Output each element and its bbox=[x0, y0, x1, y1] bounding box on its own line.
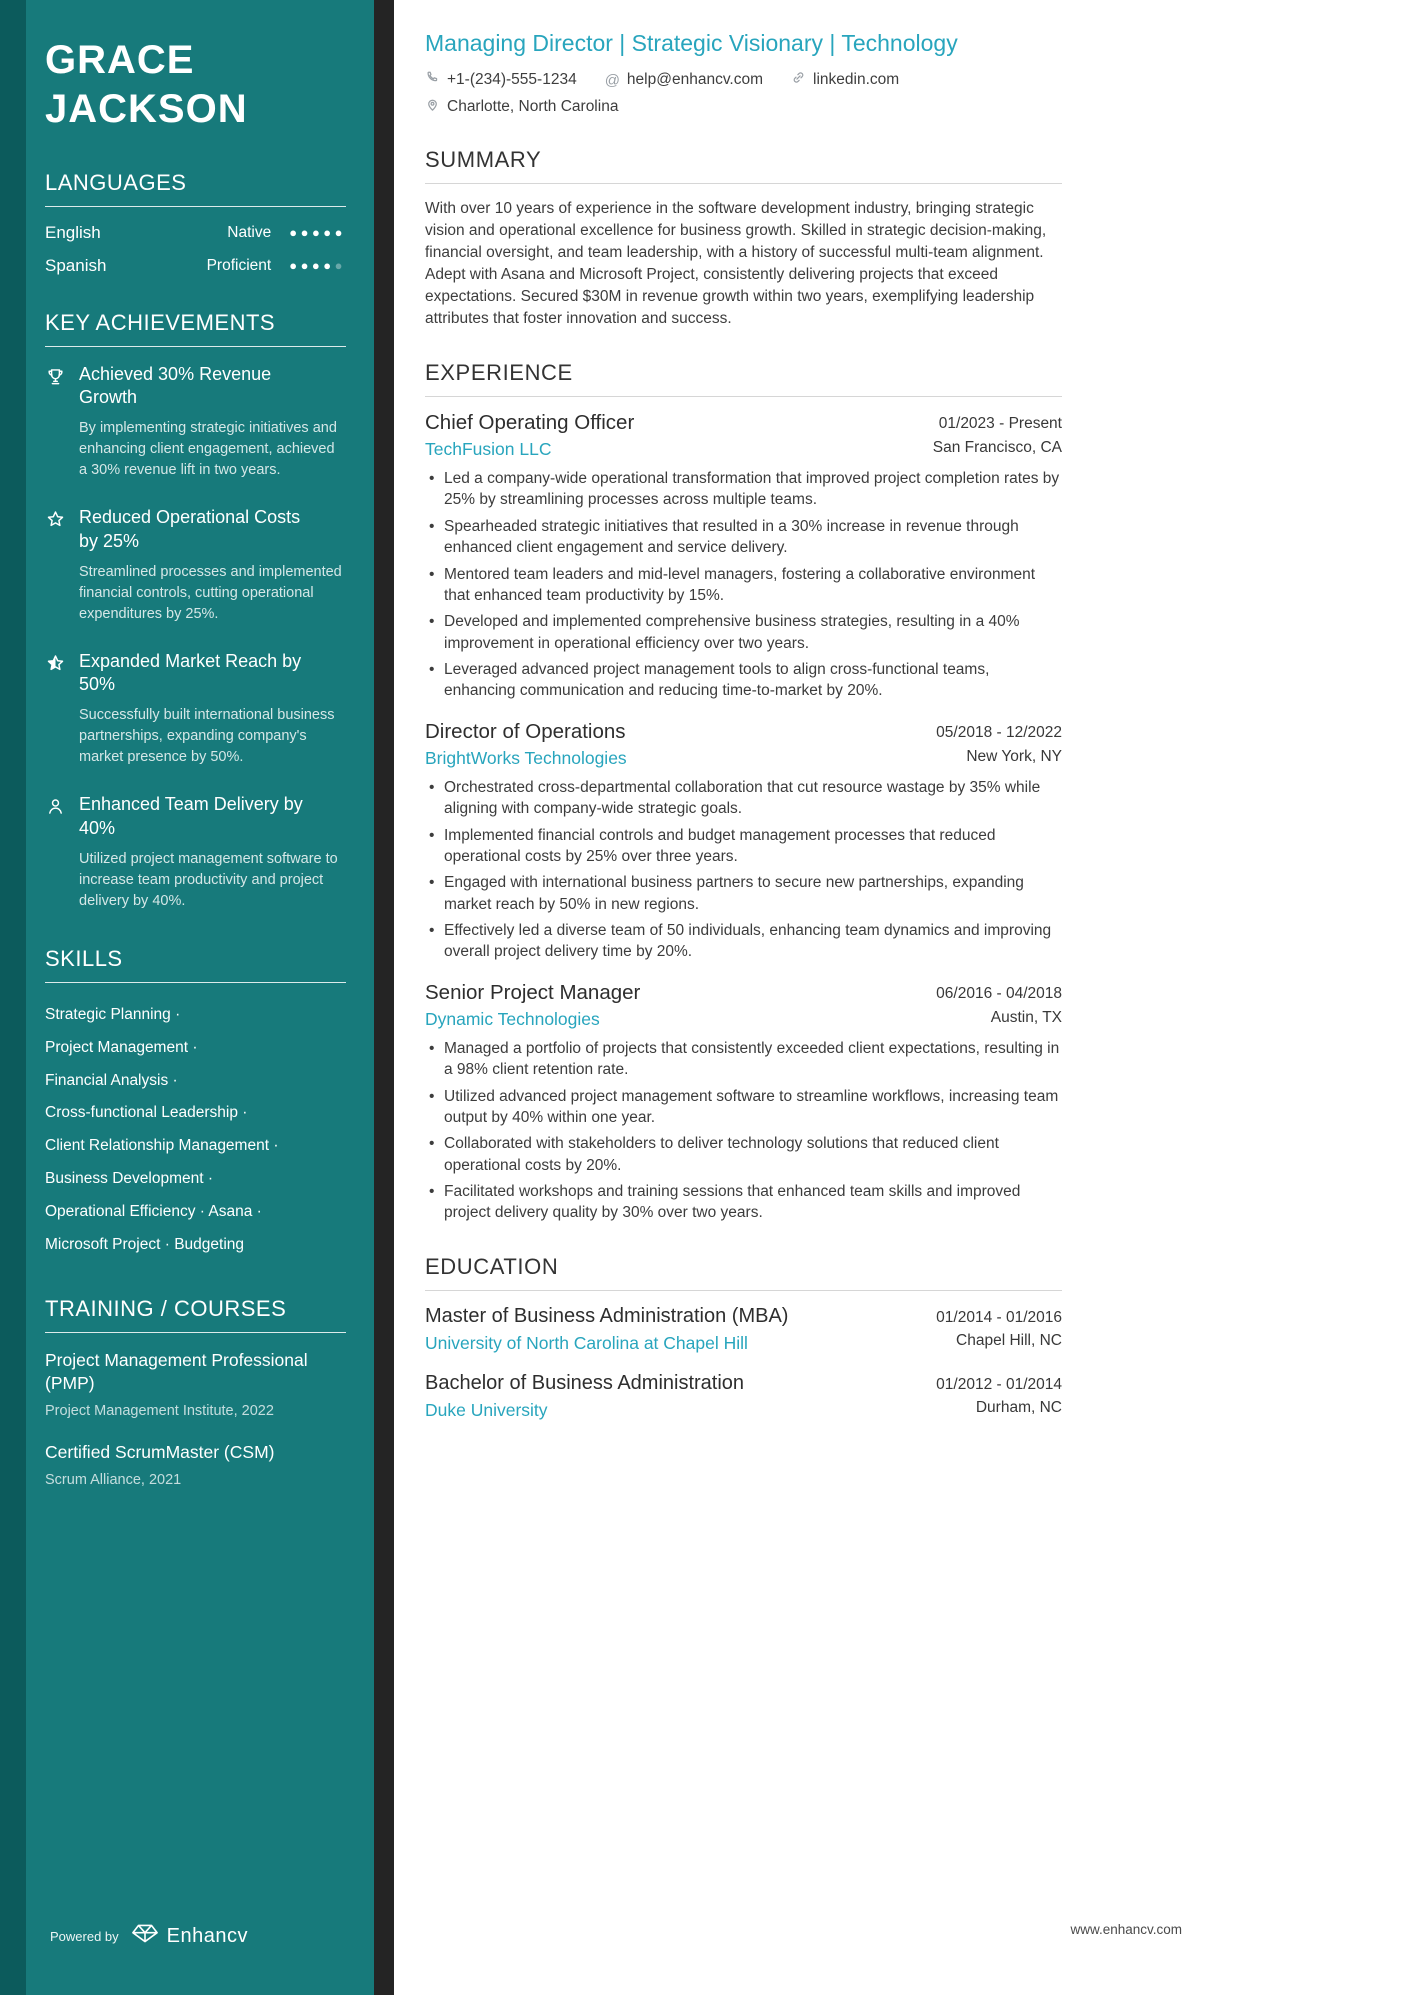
job-bullets bbox=[425, 468, 1062, 702]
skill-item: Microsoft Project · Budgeting bbox=[45, 1235, 245, 1253]
language-level: Proficient bbox=[206, 256, 272, 274]
email-contact[interactable] bbox=[605, 71, 763, 89]
person-icon bbox=[45, 793, 67, 912]
enhancv-brand-link[interactable] bbox=[131, 1923, 248, 1949]
bullet-item: • Managed a portfolio of projects that consistently exceeded client expectations, resulting in a 98% client retention rate. bbox=[425, 1038, 1062, 1081]
achievement-title: Reduced Operational Costs by 25% bbox=[79, 507, 301, 551]
degree-title: Bachelor of Business Administration bbox=[425, 1371, 745, 1394]
bullet-item: • Orchestrated cross-departmental collaboration that cut resource wastage by 35% while aligning with company-wide strategic goals. bbox=[425, 777, 1062, 820]
bullet-item: • Facilitated workshops and training sessions that enhanced team skills and improved project delivery quality by 30% over two years. bbox=[425, 1181, 1062, 1224]
phone-icon bbox=[425, 70, 440, 90]
summary-text: With over 10 years of experience in the software development industry, bringing strategic vision and operational excellence for business growth. Skilled in strategic decision-making, financial oversight, and team leadership, with a history of successful multi-team alignment. Adept with Asana and Microsoft Project, consistently delivering projects that exceed expectations. Secured $30M in revenue growth within two years, exemplifying leadership attributes that foster innovation and success. bbox=[425, 200, 1047, 327]
skill-item: Cross-functional Leadership · bbox=[45, 1104, 248, 1122]
sidebar-edge-stripe bbox=[0, 0, 26, 1995]
job-dates: 01/2023 - Present bbox=[938, 415, 1062, 432]
achievement-body bbox=[79, 793, 346, 912]
bullet-item: • Developed and implemented comprehensive business strategies, resulting in a 40% improvement in operational efficiency over two years. bbox=[425, 611, 1062, 654]
link-icon bbox=[791, 70, 806, 90]
key-achievements-heading: KEY ACHIEVEMENTS bbox=[45, 310, 346, 347]
bullet-item: • Collaborated with stakeholders to deliver technology solutions that reduced client operational costs by 20%. bbox=[425, 1133, 1062, 1176]
skill-item: Financial Analysis · bbox=[45, 1071, 178, 1089]
school-location: Chapel Hill, NC bbox=[956, 1331, 1062, 1349]
achievement-item bbox=[45, 650, 346, 769]
language-rating-dots: ●●●●● bbox=[289, 258, 346, 274]
language-level: Native bbox=[227, 223, 272, 241]
contact-row bbox=[425, 70, 1062, 90]
school-name: University of North Carolina at Chapel Hill bbox=[425, 1332, 748, 1353]
achievement-item bbox=[45, 506, 346, 625]
summary-heading: SUMMARY bbox=[425, 147, 1062, 184]
skills-list bbox=[45, 999, 346, 1262]
location-text: Charlotte, North Carolina bbox=[447, 98, 619, 115]
phone-number: +1-(234)-555-1234 bbox=[447, 71, 577, 88]
bullet-item: • Spearheaded strategic initiatives that resulted in a 30% increase in revenue through enhanced client engagement and service delivery. bbox=[425, 516, 1062, 559]
education-dates: 01/2012 - 01/2014 bbox=[936, 1375, 1062, 1393]
sidebar-footer bbox=[50, 1923, 248, 1949]
skill-item: Operational Efficiency · Asana · bbox=[45, 1202, 262, 1220]
powered-by-label: Powered by bbox=[50, 1928, 119, 1944]
school-location: Durham, NC bbox=[975, 1398, 1062, 1416]
job-dates: 06/2016 - 04/2018 bbox=[936, 984, 1062, 1002]
experience-entry bbox=[425, 720, 1062, 963]
language-name: Spanish bbox=[45, 255, 107, 275]
phone-contact[interactable] bbox=[425, 70, 577, 90]
experience-entry bbox=[425, 411, 1062, 702]
training-courses-heading: TRAINING / COURSES bbox=[45, 1296, 346, 1333]
email-icon: @ bbox=[604, 71, 620, 89]
training-courses-section bbox=[45, 1296, 346, 1488]
achievement-description: Utilized project management software to increase team productivity and project delivery by 40%. bbox=[79, 850, 338, 909]
skill-item: Project Management · bbox=[45, 1038, 198, 1056]
course-provider: Scrum Alliance, 2021 bbox=[45, 1471, 182, 1488]
education-heading: EDUCATION bbox=[425, 1254, 1062, 1291]
person-name: GRACE JACKSON bbox=[45, 38, 248, 131]
course-title: Project Management Professional (PMP) bbox=[45, 1349, 308, 1394]
enhancv-website-link[interactable]: www.enhancv.com bbox=[1070, 1922, 1182, 1937]
bullet-item: • Mentored team leaders and mid-level managers, fostering a collaborative environment that enhanced team productivity by 15%. bbox=[425, 564, 1062, 607]
language-row bbox=[45, 223, 346, 243]
job-company: BrightWorks Technologies bbox=[425, 747, 627, 768]
languages-heading: LANGUAGES bbox=[45, 170, 346, 207]
main-content bbox=[394, 0, 1410, 1995]
bullet-item: • Utilized advanced project management software to streamline workflows, increasing team output by 40% within one year. bbox=[425, 1086, 1062, 1129]
job-dates: 05/2018 - 12/2022 bbox=[936, 723, 1062, 741]
experience-heading: EXPERIENCE bbox=[425, 360, 1062, 397]
job-company: Dynamic Technologies bbox=[425, 1008, 600, 1029]
headline: Managing Director | Strategic Visionary | Technology bbox=[425, 30, 958, 56]
key-achievements-section bbox=[45, 310, 346, 912]
job-location: New York, NY bbox=[966, 747, 1062, 765]
achievement-title: Achieved 30% Revenue Growth bbox=[79, 363, 272, 408]
job-title: Senior Project Manager bbox=[425, 980, 641, 1004]
sidebar bbox=[26, 0, 374, 1995]
job-bullets bbox=[425, 777, 1062, 963]
location-contact bbox=[425, 97, 618, 117]
degree-title: Master of Business Administration (MBA) bbox=[425, 1304, 789, 1327]
sidebar-main-divider bbox=[374, 0, 394, 1995]
job-location: Austin, TX bbox=[990, 1008, 1062, 1026]
location-pin-icon bbox=[425, 97, 440, 117]
achievement-body bbox=[79, 363, 346, 482]
education-dates: 01/2014 - 01/2016 bbox=[936, 1308, 1062, 1326]
school-name: Duke University bbox=[425, 1399, 548, 1420]
course-provider: Project Management Institute, 2022 bbox=[45, 1402, 274, 1419]
job-title: Chief Operating Officer bbox=[425, 411, 635, 434]
skills-heading: SKILLS bbox=[45, 946, 346, 983]
achievement-body bbox=[79, 650, 346, 769]
bullet-item: • Leveraged advanced project management tools to align cross-functional teams, enhancing communication and reducing time-to-market by 20%. bbox=[425, 659, 1062, 702]
email-address: help@enhancv.com bbox=[626, 71, 764, 88]
contact-row bbox=[425, 97, 1062, 117]
enhancv-wordmark: Enhancv bbox=[166, 1924, 248, 1947]
bullet-item: • Effectively led a diverse team of 50 individuals, enhancing team dynamics and improving overall project delivery time by 20%. bbox=[425, 920, 1062, 963]
job-company: TechFusion LLC bbox=[425, 439, 552, 459]
language-name: English bbox=[45, 222, 101, 242]
achievement-title: Enhanced Team Delivery by 40% bbox=[79, 794, 303, 838]
education-entry bbox=[425, 1305, 1062, 1354]
skill-item: Business Development · bbox=[45, 1170, 213, 1188]
enhancv-logo-icon bbox=[131, 1923, 159, 1949]
languages-section bbox=[45, 170, 346, 276]
bullet-item: • Engaged with international business partners to secure new partnerships, expanding market reach by 50% in new regions. bbox=[425, 872, 1062, 915]
course-title: Certified ScrumMaster (CSM) bbox=[45, 1441, 275, 1462]
half-star-icon bbox=[45, 650, 67, 769]
linkedin-url: linkedin.com bbox=[813, 71, 900, 88]
achievement-description: Successfully built international business partnerships, expanding company's market presence by 50%. bbox=[79, 707, 335, 766]
achievement-title: Expanded Market Reach by 50% bbox=[79, 650, 302, 695]
trophy-icon bbox=[45, 363, 67, 482]
experience-entry bbox=[425, 981, 1062, 1224]
linkedin-contact[interactable] bbox=[791, 70, 899, 90]
skills-section bbox=[45, 946, 346, 1262]
bullet-item: • Led a company-wide operational transformation that improved project completion rates by 25% by streamlining processes across multiple teams. bbox=[425, 468, 1062, 511]
achievement-body bbox=[79, 506, 346, 625]
bullet-item: • Implemented financial controls and budget management processes that reduced operational costs by 25% over three years. bbox=[425, 825, 1062, 868]
skill-item: Strategic Planning · bbox=[45, 1005, 181, 1023]
language-rating-dots: ●●●●● bbox=[289, 225, 346, 241]
course-item bbox=[45, 1349, 346, 1419]
job-title: Director of Operations bbox=[425, 719, 626, 743]
course-item bbox=[45, 1441, 346, 1488]
star-icon bbox=[45, 506, 67, 625]
language-row bbox=[45, 256, 346, 276]
achievement-item bbox=[45, 363, 346, 482]
achievement-description: By implementing strategic initiatives and enhancing client engagement, achieved a 30% revenue lift in two years. bbox=[79, 420, 337, 479]
achievement-item bbox=[45, 793, 346, 912]
skill-item: Client Relationship Management · bbox=[45, 1137, 279, 1155]
education-entry bbox=[425, 1372, 1062, 1421]
job-location: San Francisco, CA bbox=[932, 439, 1062, 456]
achievement-description: Streamlined processes and implemented financial controls, cutting operational expenditures by 25%. bbox=[79, 563, 342, 622]
job-bullets bbox=[425, 1038, 1062, 1224]
